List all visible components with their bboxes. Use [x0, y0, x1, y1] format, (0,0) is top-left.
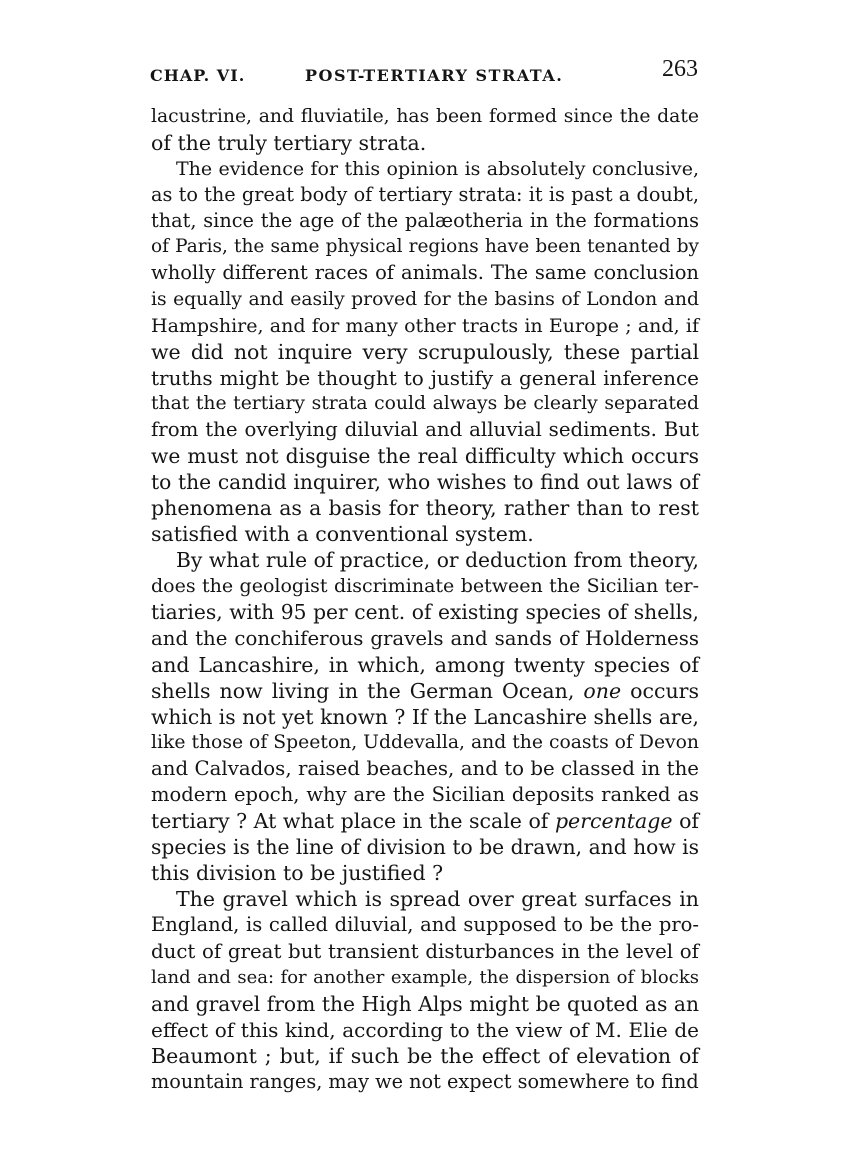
text-line: The gravel which is spread over great surfaces in	[176, 887, 699, 912]
text-line: England, is called diluvial, and supposed to be the pro-	[151, 913, 699, 937]
text-line: phenomena as a basis for theory, rather than to rest	[151, 496, 699, 521]
text-line: this division to be justified ?	[151, 861, 444, 886]
page-number: 263	[662, 56, 698, 82]
text-line: mountain ranges, may we not expect somewhere to find	[151, 1069, 699, 1093]
text-line: and Lancashire, in which, among twenty species of	[151, 652, 699, 677]
text-line: and gravel from the High Alps might be quoted as an	[151, 991, 699, 1016]
text-line: of the truly tertiary strata.	[151, 131, 427, 156]
text-line: species is the line of division to be drawn, and how is	[151, 835, 699, 860]
paragraph	[151, 156, 699, 547]
text-line: to the candid inquirer, who wishes to find out laws of	[151, 470, 699, 495]
running-head	[150, 56, 700, 96]
text-line: Beaumont ; but, if such be the effect of elevation of	[151, 1043, 699, 1068]
text-line: we must not disguise the real difficulty which occurs	[151, 444, 699, 469]
emphasis: one	[583, 678, 622, 703]
text-line: tiaries, with 95 per cent. of existing species of shells,	[151, 600, 699, 625]
text-line: that the tertiary strata could always be clearly separated	[151, 392, 699, 414]
text-line: Hampshire, and for many other tracts in Europe ; and, if	[151, 314, 699, 337]
text-line: truths might be thought to justify a general inference	[151, 365, 699, 390]
chapter-label: CHAP. VI.	[150, 66, 246, 85]
text-line: as to the great body of tertiary strata: it is past a doubt,	[151, 183, 699, 207]
text-line: wholly different races of animals. The same conclusion	[151, 261, 699, 285]
text-line: shells now living in the German Ocean, one occurs	[151, 678, 699, 703]
text-line: and Calvados, raised beaches, and to be classed in the	[151, 756, 699, 780]
text-line: does the geologist discriminate between the Sicilian ter-	[151, 575, 699, 598]
text-line: of Paris, the same physical regions have been tenanted by	[151, 236, 699, 258]
text-line: and the conchiferous gravels and sands of Holderness	[151, 626, 699, 650]
paragraph	[151, 547, 699, 886]
text-line: satisfied with a conventional system.	[151, 522, 534, 547]
text-line: The evidence for this opinion is absolutely conclusive,	[176, 158, 699, 181]
text-line: duct of great but transient disturbances in the level of	[151, 939, 699, 963]
text-line: tertiary ? At what place in the scale of percentage of	[151, 809, 699, 834]
emphasis: percentage	[554, 809, 673, 834]
body-text	[151, 104, 699, 1095]
text-line: lacustrine, and fluviatile, has been formed since the date	[151, 106, 699, 127]
text-line: like those of Speeton, Uddevalla, and the coasts of Devon	[151, 731, 699, 753]
text-line: which is not yet known ? If the Lancashire shells are,	[151, 704, 699, 729]
text-line: land and sea: for another example, the dispersion of blocks	[151, 966, 699, 988]
running-title: POST-TERTIARY STRATA.	[305, 66, 564, 85]
text-line: effect of this kind, according to the view of M. Elie de	[151, 1017, 699, 1042]
paragraph	[151, 886, 699, 1095]
text-line: we did not inquire very scrupulously, these partial	[151, 339, 699, 364]
text-line: By what rule of practice, or deduction from theory,	[176, 548, 699, 573]
text-line: from the overlying diluvial and alluvial sediments. But	[151, 417, 699, 441]
text-line: is equally and easily proved for the basins of London and	[151, 288, 699, 310]
text-line: modern epoch, why are the Sicilian deposits ranked as	[151, 783, 699, 807]
paragraph	[151, 104, 699, 156]
text-line: that, since the age of the palæotheria in the formations	[151, 209, 699, 233]
